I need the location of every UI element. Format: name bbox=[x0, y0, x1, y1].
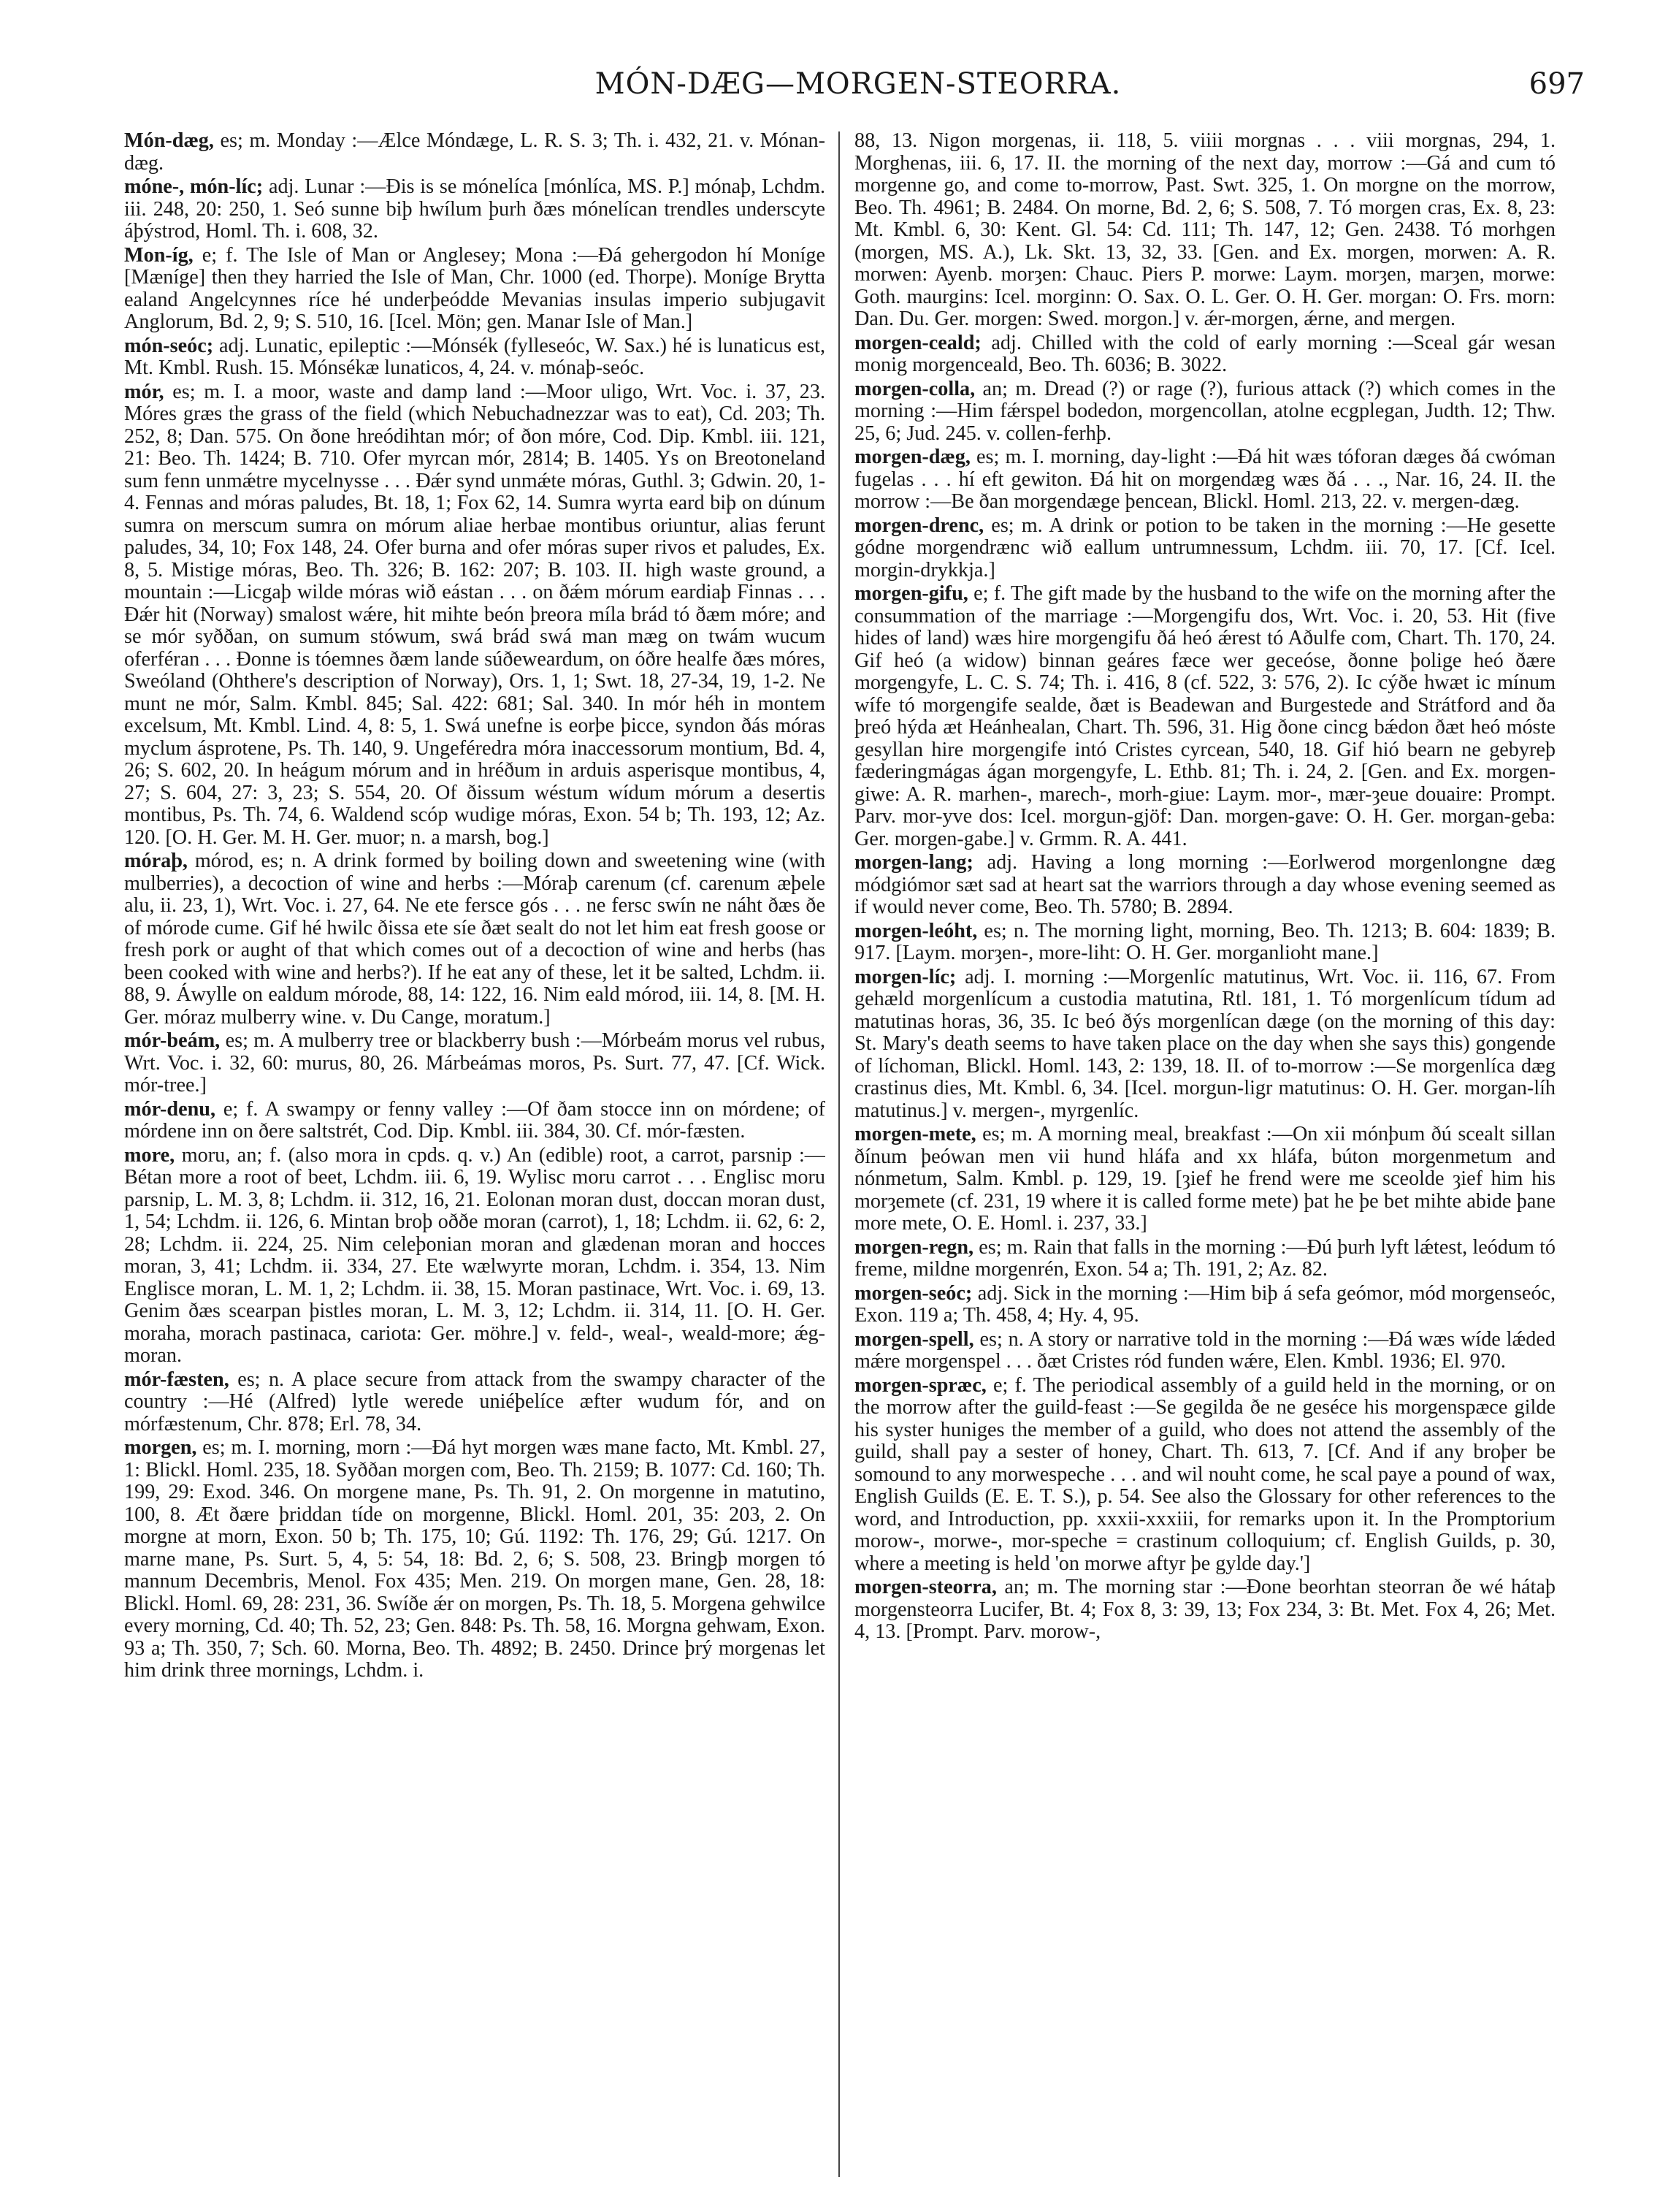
headword: Mon-íg, bbox=[124, 243, 194, 267]
dictionary-entry bbox=[124, 130, 825, 175]
headword: morgen-colla, bbox=[854, 377, 976, 400]
entry-text: e; f. The gift made by the husband to the wife on the morning after the consummation of the marriage :—Morgengifu dos, Wrt. Voc. i. 20, 53. Hit (five hides of land) wæs hire morgengifu ðá heó ǽrest tó Aðulfe com, Chart. Th. 170, 24. Gif heó (a widow) binnan geáres fæce wer geceóse, ðonne þolige heó ðære morgengyfe, L. C. S. 74; Th. i. 416, 8 (cf. 522, 3: 576, 2). Ic cýðe hwæt ic mínum wífe tó morgengife sealde, ðæt is Beadewan and Burgestede and Strátford and ða þreó hýda æt Heánhealan, Chart. Th. 596, 31. Hig ðone cincg bǽdon ðæt heó móste gesyllan hire morgengife intó Cristes cyrcean, 540, 18. Gif hió bearn ne gebyreþ fæderingmágas ágan morgengyfe, L. Ethb. 81; Th. i. 24, 2. [Gen. and Ex. morgen-giwe: A. R. marhen-, marech-, morh-giue: Laym. mor-, mær-ȝeue douaire: Prompt. Parv. mor-yve dos: Icel. morgun-gjöf: Dan. morgen-gave: O. H. Ger. morgan-geba: Ger. morgen-gabe.] v. Grmm. R. A. 441. bbox=[854, 582, 1556, 850]
headword: morgen-steorra, bbox=[854, 1576, 997, 1598]
entry-text: es; m. Rain that falls in the morning :—Ðú þurh lyft lǽtest, leódum tó freme, mildne morgenrén, Exon. 54 a; Th. 191, 2; Az. 82. bbox=[854, 1235, 1556, 1281]
headword: morgen-regn, bbox=[854, 1235, 974, 1259]
dictionary-entry bbox=[854, 1329, 1556, 1373]
headword: morgen-ceald; bbox=[854, 331, 982, 354]
entry-text: es; m. I. a moor, waste and damp land :—Moor uligo, Wrt. Voc. i. 37, 23. Móres græs the grass of the field (which Nebuchadnezzar was to eat), Cd. 203; Th. 252, 8; Dan. 575. On ðone hreódihtan mór; of ðon móre, Cod. Dip. Kmbl. iii. 121, 21: Beo. Th. 1424; B. 710. Ofer myrcan mór, 2814; B. 1405. Ys on Breotoneland sum fenn unmǽtre mycelnysse . . . Ðǽr synd unmǽte móras, Guthl. 3; Gdwin. 20, 1-4. Fennas and móras paludes, Bt. 18, 1; Fox 62, 14. Sumra wyrta eard biþ on dúnum sumra on merscum sumra on mórum aliae herbae montibus oriuntur, alias ferunt paludes, 34, 10; Fox 148, 24. Ofer burna and ofer móras super rivos et paludes, Ex. 8, 5. Mistige móras, Beo. Th. 326; B. 162: 207; B. 103. II. high waste ground, a mountain :—Licgaþ wilde móras wið eástan . . . on ðǽm mórum eardiaþ Finnas . . . Ðǽr hit (Norway) smalost wǽre, hit mihte beón þreora míla brád tó ðæm móre; and se mór syððan, on sumum stówum, swá brád swá man mæg on twám wucum oferféran . . . Ðonne is tóemnes ðæm lande súðeweardum, on óðre healfe ðæs móres, Sweóland (Ohthere's description of Norway), Ors. 1, 1; Swt. 18, 27-34, 19, 1-2. Ne munt ne mór, Salm. Kmbl. 845; Sal. 422: 681; Sal. 340. In mór héh in montem excelsum, Mt. Kmbl. Lind. 4, 8: 5, 1. Swá unefne is eorþe þicce, syndon ðás móras myclum ásprotene, Ps. Th. 140, 9. Ungeféredra móra inaccessorum montium, Bd. 4, 26; S. 602, 20. In heágum mórum and in hréðum in arduis asperisque montibus, 4, 27; S. 604, 27: 3, 23; S. 554, 20. Of ðissum wéstum wídum mórum a desertis montibus, Ps. Th. 74, 6. Waldend scóp wudige móras, Exon. 54 b; Th. 193, 12; Az. 120. [O. H. Ger. M. H. Ger. muor; n. a marsh, bog.] bbox=[124, 380, 825, 849]
dictionary-entry bbox=[854, 1283, 1556, 1327]
dictionary-entry bbox=[124, 176, 825, 243]
dictionary-entry bbox=[854, 1124, 1556, 1235]
headword: mór-fæsten, bbox=[124, 1368, 229, 1391]
entry-text: es; m. I. morning, day-light :—Ðá hit wæs tóforan dæges ðá cwóman fugelas . . . hí eft gewiton. Ðá hit on morgendæg wæs ðá . . ., Nar. 16, 24. II. the morrow :—Be ðan morgendæge þencean, Blickl. Homl. 213, 22. v. mergen-dæg. bbox=[854, 446, 1556, 513]
running-title: MÓN-DÆG—MORGEN-STEORRA. bbox=[594, 67, 1122, 101]
dictionary-entry bbox=[854, 1576, 1556, 1644]
entry-text: es; m. I. morning, morn :—Ðá hyt morgen wæs mane facto, Mt. Kmbl. 27, 1: Blickl. Homl. 235, 18. Syððan morgen com, Beo. Th. 2159; B. 1077: Cd. 160; Th. 199, 29: Exod. 346. On morgene mane, Ps. Th. 91, 2. On morgenne in matutino, 100, 8. Æt ðære þriddan tíde on morgenne, Blickl. Homl. 201, 35: 203, 2. On morgne at morn, Exon. 50 b; Th. 175, 10; Gú. 1192: Th. 176, 29; Gú. 1217. On marne mane, Ps. Surt. 5, 4, 5: 54, 18: Bd. 2, 6; S. 508, 23. Bringþ morgen tó mannum Decembris, Menol. Fox 435; Men. 219. On morgen mane, Gen. 28, 18: Blickl. Homl. 69, 28: 231, 36. Swíðe ǽr on morgen, Ps. Th. 18, 5. Morgena gehwilce every morning, Cd. 40; Th. 52, 23; Gen. 848: Ps. Th. 58, 16. Morgna gehwam, Exon. 93 a; Th. 350, 7; Sch. 60. Morna, Beo. Th. 4892; B. 2450. Drince þrý morgenas let him drink three mornings, Lchdm. i. bbox=[124, 1436, 825, 1682]
dictionary-entry bbox=[854, 378, 1556, 446]
right-column bbox=[854, 130, 1556, 2175]
entry-text: an; m. Dread (?) or rage (?), furious attack (?) which comes in the morning :—Him fǽrspel bodedon, morgencollan, atolne ecgplegan, Judth. 12; Thw. 25, 6; Jud. 245. v. collen-ferhþ. bbox=[854, 377, 1556, 445]
dictionary-entry bbox=[124, 1145, 825, 1368]
headword: mór, bbox=[124, 380, 164, 403]
headword: móraþ, bbox=[124, 850, 188, 872]
entry-text: adj. Chilled with the cold of early morning :—Sceal gár wesan monig morgenceald, Beo. Th. 6036; B. 3022. bbox=[854, 331, 1556, 376]
headword: mór-denu, bbox=[124, 1097, 216, 1121]
headword: morgen-leóht, bbox=[854, 919, 978, 942]
dictionary-entry bbox=[124, 850, 825, 1029]
entry-text: adj. Sick in the morning :—Him biþ á sefa geómor, mód morgenseóc, Exon. 119 a; Th. 458, 4; Hy. 4, 95. bbox=[854, 1281, 1556, 1327]
headword: Món-dæg, bbox=[124, 130, 214, 152]
entry-text: es; n. A story or narrative told in the morning :—Ðá wæs wíde lǽded mǽre morgenspel . . . ðæt Cristes ród funden wǽre, Elen. Kmbl. 1936; El. 970. bbox=[854, 1327, 1556, 1373]
entry-text: es; m. A mulberry tree or blackberry bush :—Mórbeám morus vel rubus, Wrt. Voc. i. 32, 60: murus, 80, 26. Márbeámas moros, Ps. Surt. 77, 47. [Cf. Wick. mór-tree.] bbox=[124, 1029, 825, 1097]
dictionary-entry bbox=[854, 1375, 1556, 1576]
dictionary-entry bbox=[124, 1099, 825, 1143]
entry-text: adj. Lunatic, epileptic :—Mónsék (fylleseóc, W. Sax.) hé is lunaticus est, Mt. Kmbl. Rush. 15. Mónsékæ lunaticos, 4, 24. v. mónaþ-seóc. bbox=[124, 334, 825, 379]
headword: morgen-dæg, bbox=[854, 446, 971, 468]
headword: morgen-líc; bbox=[854, 965, 957, 988]
dictionary-entry bbox=[124, 245, 825, 334]
dictionary-entry bbox=[854, 1237, 1556, 1281]
entry-text: es; m. Monday :—Ælce Móndæge, L. R. S. 3; Th. i. 432, 21. v. Mónan-dæg. bbox=[124, 130, 825, 175]
entry-text: es; n. The morning light, morning, Beo. Th. 1213; B. 604: 1839; B. 917. [Laym. morȝen-, more-liht: O. H. Ger. morganlioht mane.] bbox=[854, 919, 1556, 964]
dictionary-entry bbox=[854, 130, 1556, 331]
headword: more, bbox=[124, 1143, 175, 1167]
page-number: 697 bbox=[1529, 67, 1585, 101]
entry-text: mórod, es; n. A drink formed by boiling down and sweetening wine (with mulberries), a decoction of wine and herbs :—Móraþ carenum (cf. carenum æþele alu, ii. 23, 1), Wrt. Voc. i. 27, 64. Ne ete fersce gós . . . ne fersc swín ne náht ðæs ðe of mórode cume. Gif hé hwilc ðissa ete síe ðæt sealt do not let him eat fresh goose or fresh pork or aught of that which comes out of a decoction of wine and herbs (has been cooked with wine and herbs?). If he eat any of these, let it be salted, Lchdm. ii. 88, 9. Áwylle on ealdum mórode, 88, 14: 122, 16. Nim eald mórod, iii. 14, 8. [M. H. Ger. móraz mulberry wine. v. Du Cange, moratum.] bbox=[124, 850, 825, 1029]
dictionary-entry bbox=[854, 852, 1556, 919]
headword: móne-, món-líc; bbox=[124, 175, 264, 198]
dictionary-entry bbox=[854, 583, 1556, 850]
entry-text: adj. Lunar :—Ðis is se mónelíca [mónlíca, MS. P.] mónaþ, Lchdm. iii. 248, 20: 250, 1. Seó sunne biþ hwílum þurh ðæs mónelícan trendles underscyte áþýstrod, Homl. Th. i. 608, 32. bbox=[124, 175, 825, 243]
headword: morgen-lang; bbox=[854, 851, 973, 874]
dictionary-entry bbox=[854, 966, 1556, 1123]
page-header bbox=[131, 67, 1585, 118]
headword: morgen-drenc, bbox=[854, 514, 984, 537]
dictionary-entry bbox=[854, 515, 1556, 582]
entry-text: es; n. A place secure from attack from the swampy character of the country :—Hé (Alfred) lytle werede uniéþelíce æfter wudum fór, and on mórfæstenum, Chr. 878; Erl. 78, 34. bbox=[124, 1368, 825, 1435]
entry-text: adj. Having a long morning :—Eorlwerod morgenlongne dæg módgiómor sæt sad at heart sat the warriors through a day whose evening seemed as if would never come, Beo. Th. 5780; B. 2894. bbox=[854, 851, 1556, 918]
headword: morgen-seóc; bbox=[854, 1281, 973, 1305]
dictionary-entry bbox=[124, 1030, 825, 1097]
entry-text: moru, an; f. (also mora in cpds. q. v.) An (edible) root, a carrot, parsnip :—Bétan more a root of beet, Lchdm. iii. 6, 19. Wylisc moru carrot . . . Englisc moru parsnip, L. M. 3, 8; Lchdm. ii. 312, 16, 21. Eolonan moran dust, doccan moran dust, 1, 54; Lchdm. ii. 126, 6. Mintan broþ oððe moran (carrot), 1, 18; Lchdm. ii. 62, 6: 2, 28; Lchdm. ii. 224, 25. Nim celeþonian moran and glædenan moran and hocces moran, 3, 41; Lchdm. ii. 334, 27. Ete wælwyrte moran, Lchdm. i. 354, 13. Nim Englisce moran, L. M. 1, 2; Lchdm. ii. 38, 15. Moran pastinace, Wrt. Voc. i. 69, 13. Genim ðæs scearpan þistles moran, L. M. 3, 12; Lchdm. ii. 314, 11. [O. H. Ger. moraha, morach pastinaca, cariota: Ger. möhre.] v. feld-, weal-, weald-more; ǽg-moran. bbox=[124, 1143, 825, 1367]
column-divider bbox=[838, 131, 840, 2177]
dictionary-entry bbox=[124, 335, 825, 380]
dictionary-entry bbox=[854, 446, 1556, 514]
entry-text: es; m. A drink or potion to be taken in the morning :—He gesette gódne morgendrænc wið eallum untrumnessum, Lchdm. iii. 70, 17. [Cf. Icel. morgin-drykkja.] bbox=[854, 514, 1556, 581]
entry-text: e; f. A swampy or fenny valley :—Of ðam stocce inn on mórdene; of mórdene inn on ðere saltstrét, Cod. Dip. Kmbl. iii. 384, 30. Cf. mór-fæsten. bbox=[124, 1097, 825, 1143]
entry-text: an; m. The morning star :—Ðone beorhtan steorran ðe wé hátaþ morgensteorra Lucifer, Bt. 4; Fox 8, 3: 39, 13; Fox 234, 3: Bt. Met. Fox 4, 26; Met. 4, 13. [Prompt. Parv. morow-, bbox=[854, 1576, 1556, 1643]
headword: morgen-spræc, bbox=[854, 1373, 987, 1397]
dictionary-entry bbox=[124, 1369, 825, 1436]
entry-text: adj. I. morning :—Morgenlíc matutinus, Wrt. Voc. ii. 116, 67. From gehæld morgenlícum a custodia matutina, Rtl. 181, 1. Tó morgenlícum tídum ad matutinas horas, 36, 35. Ic beó ðýs morgenlícan dæge (on the morning of this day: St. Mary's death seems to have taken place on the day when she says this) gongende of líchoman, Blickl. Homl. 143, 2: 139, 18. II. of to-morrow :—Se morgenlíca dæg crastinus dies, Mt. Kmbl. 6, 34. [Icel. morgun-ligr matutinus: O. H. Ger. morgan-líh matutinus.] v. mergen-, myrgenlíc. bbox=[854, 965, 1556, 1122]
headword: mór-beám, bbox=[124, 1029, 221, 1052]
headword: món-seóc; bbox=[124, 334, 214, 357]
entry-text: es; m. A morning meal, breakfast :—On xii mónþum ðú scealt sillan ðínum þeówan men vii hund hláfa and xx hláfa, búton morgenmetum and nónmetum, Salm. Kmbl. p. 129, 19. [ȝief he frend were me sceolde ȝief him his morȝemete (cf. 231, 19 where it is called forme mete) þat he þe bet mihte abide þane more mete, O. E. Homl. i. 237, 33.] bbox=[854, 1123, 1556, 1235]
left-column bbox=[124, 130, 825, 2175]
headword: morgen-spell, bbox=[854, 1327, 974, 1351]
headword: morgen-mete, bbox=[854, 1123, 976, 1145]
dictionary-entry bbox=[124, 1437, 825, 1682]
dictionary-entry bbox=[854, 920, 1556, 965]
dictionary-entry bbox=[124, 381, 825, 850]
entry-text: e; f. The Isle of Man or Anglesey; Mona :—Ðá gehergodon hí Moníge [Mæníge] then they harried the Isle of Man, Chr. 1000 (ed. Thorpe). Moníge Brytta ealand Angelcynnes ríce hé underþeódde Mevanias insulas imperio subjugavit Anglorum, Bd. 2, 9; S. 510, 16. [Icel. Mön; gen. Manar Isle of Man.] bbox=[124, 243, 825, 333]
entry-text: 88, 13. Nigon morgenas, ii. 118, 5. viiii morgnas . . . viii morgnas, 294, 1. Morghenas, iii. 6, 17. II. the morning of the next day, morrow :—Gá and cum tó morgenne go, and come to-morrow, Past. Swt. 325, 1. On morgne on the morrow, Beo. Th. 4961; B. 2484. On morne, Bd. 2, 6; S. 508, 7. Tó morgen cras, Ex. 8, 23: Mt. Kmbl. 6, 30: Kent. Gl. 54: Cd. 111; Th. 147, 12; Gen. 2438. Tó morhgen (morgen, MS. A.), Lk. Skt. 13, 32, 33. [Gen. and Ex. morgen, morwen: A. R. morwen: Ayenb. morȝen: Chauc. Piers P. morwe: Laym. morȝen, marȝen, morwe: Goth. maurgins: Icel. morginn: O. Sax. O. L. Ger. O. H. Ger. morgan: O. Frs. morn: Dan. Du. Ger. morgen: Swed. morgon.] v. ǽr-morgen, ǽrne, and mergen. bbox=[854, 130, 1556, 330]
headword: morgen, bbox=[124, 1436, 197, 1459]
headword: morgen-gifu, bbox=[854, 582, 968, 605]
dictionary-entry bbox=[854, 332, 1556, 377]
entry-text: e; f. The periodical assembly of a guild held in the morning, or on the morrow after the guild-feast :—Se gegilda ðe ne geséce his morgenspæce gilde his syster huniges the member of a guild, who does not attend the assembly of the guild, shall pay a sester of honey, Chart. Th. 613, 7. [Cf. And if any broþer be somound to any morwespeche . . . and wil nouht come, he scal paye a pound of wax, English Guilds (E. E. T. S.), p. 54. See also the Glossary for other references to the word, and Introduction, pp. xxxii-xxxiii, for remarks upon it. In the Promptorium morow-, morwe-, mor-speche = crastinum colloquium; cf. English Guilds, p. 30, where a meeting is held 'on morwe aftyr þe gylde day.'] bbox=[854, 1373, 1556, 1575]
